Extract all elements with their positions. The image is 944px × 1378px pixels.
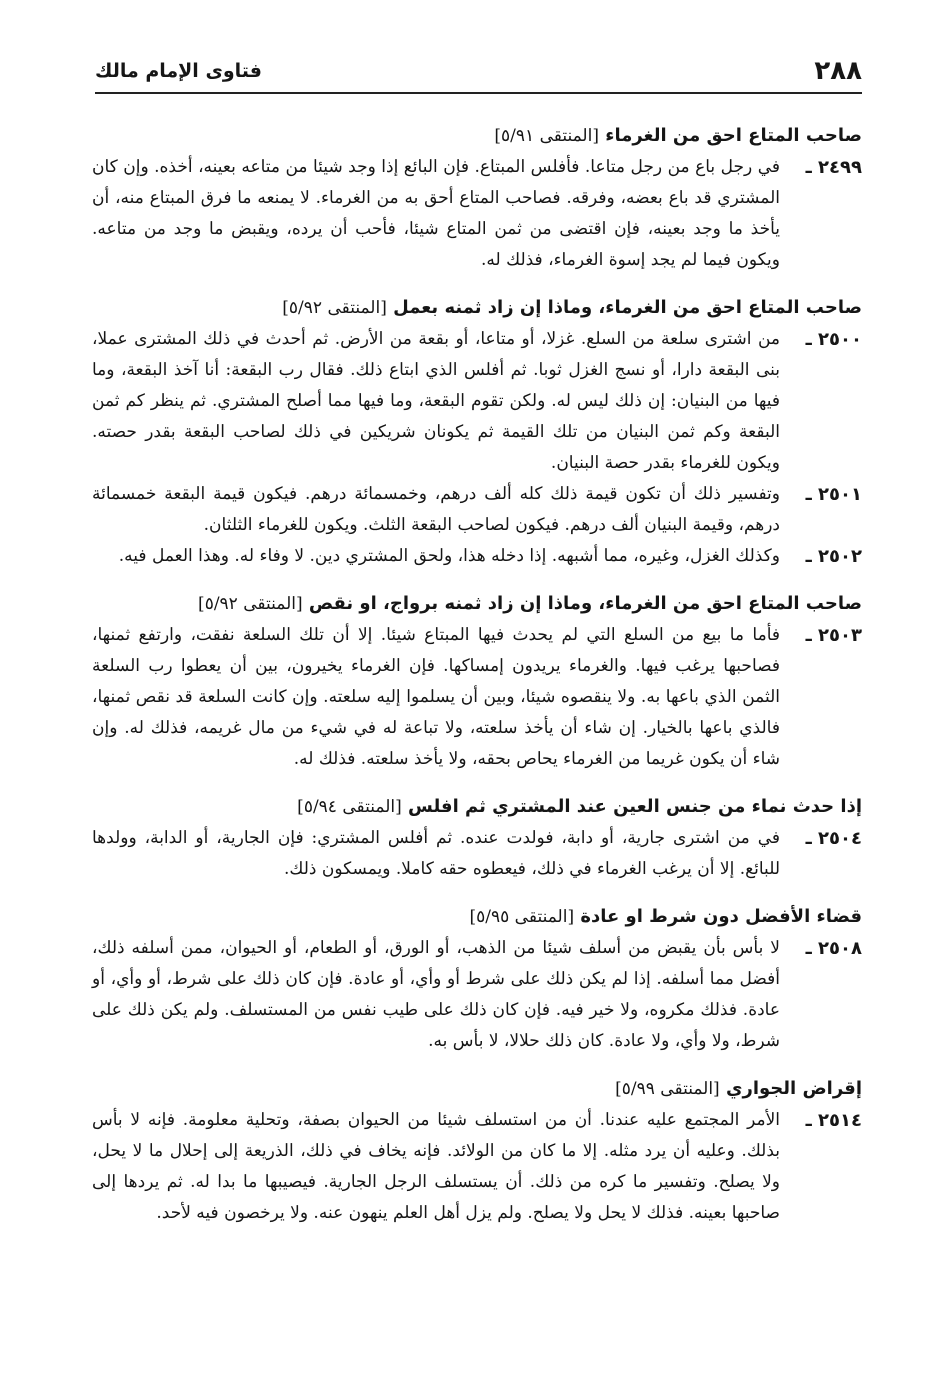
fatwa-entry — [92, 823, 862, 885]
entry-number: ٢٥٠٠ ـ — [805, 329, 862, 350]
running-header — [95, 52, 862, 94]
section-source: [المنتقى ٥/٩٢] — [282, 298, 387, 318]
entry-text: لا بأس بأن يقبض من أسلف شيئا من الذهب، أو الورق، أو الطعام، أو الحيوان، ممن أسلفه ذلك، أفضل مما أسلفه. إذا لم يكن ذلك على شرط أو وأي، أو عادة. فإن كان ذلك على شرط، أو وأي، أو عادة. فذلك مكروه، ولا خير فيه. فإن كان ذلك على طيب نفس من المستسلف. ولم يكن ذلك على شرط، ولا وأي، ولا عادة. كان ذلك حلالا، لا بأس به. — [92, 938, 780, 1051]
section-title: قضاء الأفضل دون شرط او عادة — [580, 906, 862, 927]
section — [92, 901, 862, 1057]
entry-text: في رجل باع من رجل متاعا. فأفلس المبتاع. فإن البائع إذا وجد شيئا من متاعه بعينه، أخذه. وإن كان المشتري قد باع بعضه، وفرقه. فصاحب المتاع أحق به من الغرماء. لا يمنعه ما فرق المبتاع منه، أن يأخذ ما وجد بعينه، فإن اقتضى من ثمن المتاع شيئا، فأحب أن يرده، ويقبض ما وجد من متاعه. ويكون فيما لم يجد إسوة الغرماء، فذلك له. — [92, 157, 780, 270]
section-title: صاحب المتاع احق من الغرماء، وماذا إن زاد ثمنه برواج، او نقص — [308, 593, 862, 614]
entry-text: الأمر المجتمع عليه عندنا. أن من استسلف شيئا من الحيوان بصفة، وتحلية معلومة. فإنه لا بأس بذلك. وعليه أن يرد مثله. إلا ما كان من الولائد. فإنه يخاف في ذلك، الذريعة إلى إحلال ما لا يحل، ولا يصلح. وتفسير ما كره من ذلك. أن يستسلف الرجل الجارية. فيصيبها ما بدا له. ثم يردها إلى صاحبها بعينه. فذلك لا يحل ولا يصلح. ولم يزل أهل العلم ينهون عنه. ولا يرخصون فيه لأحد. — [92, 1110, 780, 1223]
entry-text: وتفسير ذلك أن تكون قيمة ذلك كله ألف درهم، وخمسمائة درهم. فيكون قيمة البقعة خمسمائة درهم، وقيمة البنيان ألف درهم. فيكون لصاحب البقعة الثلث. ويكون للغرماء الثلثان. — [92, 484, 780, 535]
fatwa-entry — [92, 324, 862, 479]
section-heading — [92, 791, 862, 823]
entry-text: وكذلك الغزل، وغيره، مما أشبهه. إذا دخله هذا، ولحق المشتري دين. لا وفاء له. وهذا العمل فيه. — [118, 546, 780, 566]
section-source: [المنتقى ٥/٩٤] — [297, 797, 402, 817]
section-heading — [92, 1073, 862, 1105]
section-heading — [92, 120, 862, 152]
section-source: [المنتقى ٥/٩١] — [494, 126, 599, 146]
entry-text: فأما ما بيع من السلع التي لم يحدث فيها المبتاع شيئا. إلا أن تلك السلعة نفقت، وارتفع ثمنها، فصاحبها يرغب فيها. والغرماء يريدون إمساكها. فإن الغرماء يخيرون، بين أن يعطوا رب السلعة الثمن الذي باعها به. ولا ينقصوه شيئا، وبين أن يسلموا إليه سلعته. وإن كانت السلعة قد نقص ثمنها، فالذي باعها بالخيار. إن شاء أن يأخذ سلعته، ولا تباعة له في شيء من مال غريمه، فذلك له. وإن شاء أن يكون غريما من الغرماء يحاص بحقه، ولا يأخذ سلعته. فذلك له. — [92, 625, 780, 769]
section-heading — [92, 588, 862, 620]
page-number: ٢٨٨ — [814, 56, 862, 86]
section-source: [المنتقى ٥/٩٥] — [469, 907, 575, 927]
fatwa-entry — [92, 1105, 862, 1229]
fatwa-entry — [92, 933, 862, 1057]
section-title: صاحب المتاع احق من الغرماء، وماذا إن زاد ثمنه بعمل — [393, 297, 862, 318]
section-heading — [92, 292, 862, 324]
fatwa-entry — [92, 152, 862, 276]
book-title: فتاوى الإمام مالك — [95, 60, 262, 82]
entry-number: ٢٥١٤ ـ — [805, 1110, 862, 1131]
section-title: إقراض الجواري — [725, 1078, 862, 1099]
entry-text: في من اشترى جارية، أو دابة، فولدت عنده. ثم أفلس المشتري: فإن الجارية، أو الدابة، وولدها للبائع. إلا أن يرغب الغرماء في ذلك، فيعطوه حقه كاملا. ويمسكون ذلك. — [92, 828, 780, 879]
entry-text: من اشترى سلعة من السلع. غزلا، أو متاعا، أو بقعة من الأرض. ثم أحدث في ذلك المشترى عملا، بنى البقعة دارا، أو نسج الغزل ثوبا. ثم أفلس الذي ابتاع ذلك. فقال رب البقعة: أنا آخذ البقعة، وما فيها من البنيان: إن ذلك ليس له. ولكن تقوم البقعة، وما فيها مما أصلح المشتري. ثم ينظر كم ثمن البقعة وكم ثمن البنيان من تلك القيمة ثم يكونان شريكين في ذلك لصاحب البقعة بقدر حصته. ويكون للغرماء بقدر حصة البنيان. — [92, 329, 780, 473]
fatwa-entry — [92, 479, 862, 541]
entry-number: ٢٥٠١ ـ — [805, 484, 862, 505]
entry-number: ٢٥٠٢ ـ — [805, 546, 862, 567]
entry-number: ٢٤٩٩ ـ — [805, 157, 862, 178]
fatwa-entry — [92, 620, 862, 775]
fatwa-entry — [92, 541, 862, 572]
page-body — [92, 120, 862, 1245]
entry-number: ٢٥٠٨ ـ — [805, 938, 862, 959]
entry-number: ٢٥٠٣ ـ — [805, 625, 862, 646]
section-source: [المنتقى ٥/٩٩] — [615, 1079, 720, 1099]
section — [92, 120, 862, 276]
section — [92, 1073, 862, 1229]
entry-number: ٢٥٠٤ ـ — [805, 828, 862, 849]
section-source: [المنتقى ٥/٩٢] — [198, 594, 303, 614]
section-heading — [92, 901, 862, 933]
section — [92, 292, 862, 572]
section-title: صاحب المتاع احق من الغرماء — [605, 125, 862, 146]
section — [92, 588, 862, 775]
section-title: إذا حدث نماء من جنس العين عند المشتري ثم افلس — [408, 796, 862, 817]
section — [92, 791, 862, 885]
